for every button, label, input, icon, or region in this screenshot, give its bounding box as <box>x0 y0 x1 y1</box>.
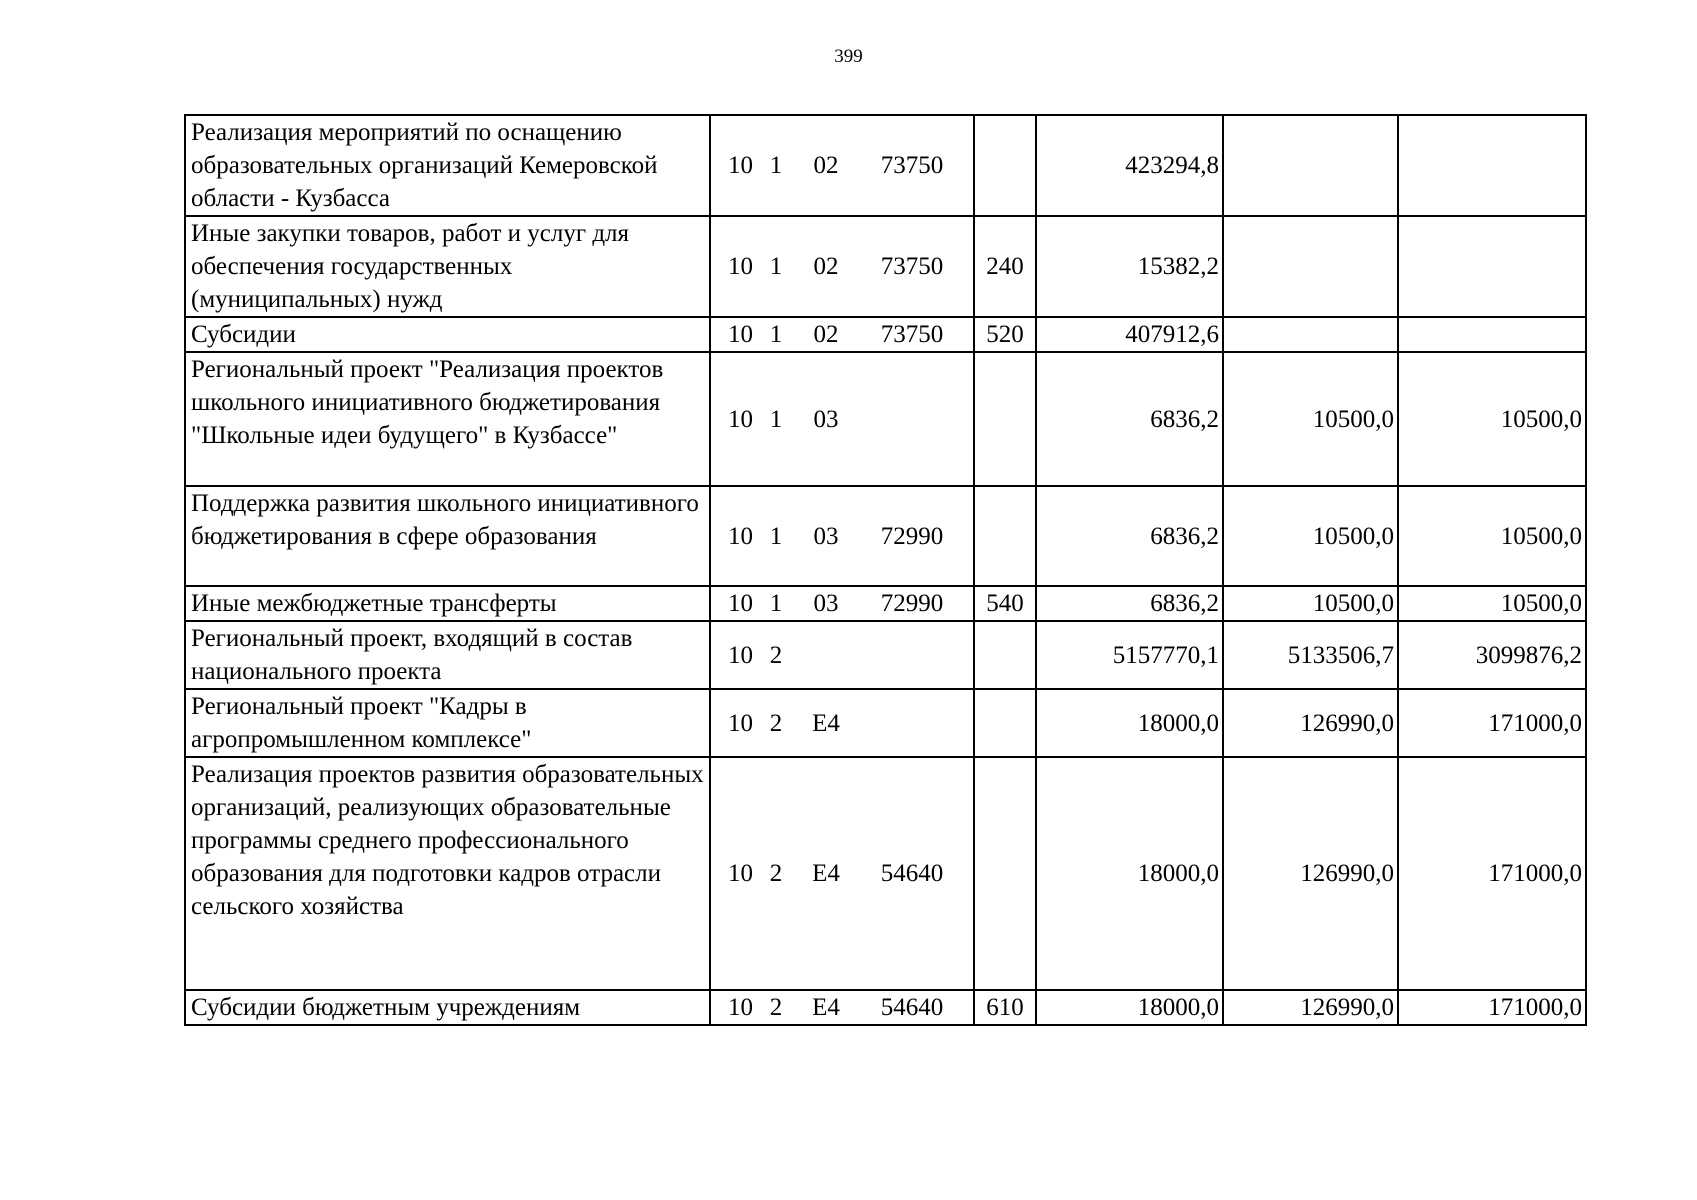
code-direction: 73750 <box>880 253 944 280</box>
row-codes <box>710 621 974 689</box>
row-name: Реализация проектов развития образовательных организаций, реализующих образовательные программы среднего профессионального образования для подготовки кадров отрасли сельского хозяйства <box>185 757 710 990</box>
code-subprogram: 02 <box>813 321 839 348</box>
sum-year-3 <box>1398 317 1586 352</box>
code-program: 1 <box>769 253 783 280</box>
sum-year-2 <box>1223 317 1398 352</box>
table-row <box>185 621 1586 689</box>
code-section: 10 <box>728 321 753 348</box>
code-program: 2 <box>769 709 783 737</box>
code-subprogram: 02 <box>813 253 839 280</box>
code-section: 10 <box>728 522 753 550</box>
sum-year-2: 10500,0 <box>1223 586 1398 621</box>
sum-year-3: 3099876,2 <box>1398 621 1586 689</box>
code-direction: 54640 <box>880 860 944 887</box>
sum-year-2: 126990,0 <box>1223 689 1398 757</box>
sum-year-3: 10500,0 <box>1398 586 1586 621</box>
sum-year-1: 407912,6 <box>1036 317 1223 352</box>
sum-year-1: 6836,2 <box>1036 586 1223 621</box>
code-subprogram: Е4 <box>812 860 840 887</box>
sum-year-3 <box>1398 115 1586 216</box>
code-program: 2 <box>769 641 783 669</box>
code-section: 10 <box>728 860 753 887</box>
code-program: 1 <box>769 152 783 179</box>
code-subprogram: 03 <box>813 405 839 433</box>
expense-type: 520 <box>974 317 1036 352</box>
row-codes <box>710 990 974 1025</box>
expense-type <box>974 757 1036 990</box>
table-row <box>185 317 1586 352</box>
sum-year-3: 10500,0 <box>1398 486 1586 586</box>
code-section: 10 <box>728 709 753 737</box>
row-codes <box>710 757 974 990</box>
code-subprogram: 03 <box>813 522 839 550</box>
sum-year-1: 423294,8 <box>1036 115 1223 216</box>
code-subprogram: 03 <box>813 590 839 617</box>
row-name: Реализация мероприятий по оснащению образовательных организаций Кемеровской области - Кузбасса <box>185 115 710 216</box>
code-section: 10 <box>728 590 753 617</box>
code-subprogram: 02 <box>813 152 839 179</box>
code-program: 1 <box>769 405 783 433</box>
code-program: 2 <box>769 994 783 1021</box>
row-name: Иные межбюджетные трансферты <box>185 586 710 621</box>
expense-type: 240 <box>974 216 1036 317</box>
expense-type: 540 <box>974 586 1036 621</box>
code-subprogram: Е4 <box>812 709 840 737</box>
expense-type <box>974 115 1036 216</box>
row-codes <box>710 586 974 621</box>
sum-year-2: 126990,0 <box>1223 757 1398 990</box>
row-name: Субсидии <box>185 317 710 352</box>
row-codes <box>710 486 974 586</box>
row-name: Региональный проект "Реализация проектов школьного инициативного бюджетирования "Школьные идеи будущего" в Кузбассе" <box>185 352 710 486</box>
table-row <box>185 216 1586 317</box>
sum-year-3 <box>1398 216 1586 317</box>
expense-type <box>974 621 1036 689</box>
code-section: 10 <box>728 152 753 179</box>
row-name: Поддержка развития школьного инициативного бюджетирования в сфере образования <box>185 486 710 586</box>
row-name: Иные закупки товаров, работ и услуг для обеспечения государственных (муниципальных) нужд <box>185 216 710 317</box>
table-row <box>185 586 1586 621</box>
sum-year-1: 18000,0 <box>1036 689 1223 757</box>
sum-year-3: 10500,0 <box>1398 352 1586 486</box>
row-name: Субсидии бюджетным учреждениям <box>185 990 710 1025</box>
code-section: 10 <box>728 253 753 280</box>
sum-year-3: 171000,0 <box>1398 689 1586 757</box>
sum-year-2: 10500,0 <box>1223 352 1398 486</box>
sum-year-1: 15382,2 <box>1036 216 1223 317</box>
table-row <box>185 115 1586 216</box>
code-section: 10 <box>728 405 753 433</box>
code-subprogram: Е4 <box>812 994 840 1021</box>
sum-year-2: 10500,0 <box>1223 486 1398 586</box>
expense-type <box>974 486 1036 586</box>
table-row <box>185 689 1586 757</box>
sum-year-2: 5133506,7 <box>1223 621 1398 689</box>
table-row <box>185 757 1586 990</box>
code-program: 1 <box>769 522 783 550</box>
sum-year-1: 6836,2 <box>1036 486 1223 586</box>
row-codes <box>710 115 974 216</box>
sum-year-1: 6836,2 <box>1036 352 1223 486</box>
code-program: 1 <box>769 321 783 348</box>
expense-type <box>974 689 1036 757</box>
row-codes <box>710 689 974 757</box>
row-codes <box>710 216 974 317</box>
sum-year-3: 171000,0 <box>1398 990 1586 1025</box>
code-direction: 73750 <box>880 321 944 348</box>
row-codes <box>710 317 974 352</box>
sum-year-1: 18000,0 <box>1036 757 1223 990</box>
sum-year-2: 126990,0 <box>1223 990 1398 1025</box>
sum-year-2 <box>1223 115 1398 216</box>
expense-type <box>974 352 1036 486</box>
code-section: 10 <box>728 641 753 669</box>
code-direction: 73750 <box>880 152 944 179</box>
code-program: 1 <box>769 590 783 617</box>
budget-table <box>184 114 1587 1026</box>
sum-year-1: 5157770,1 <box>1036 621 1223 689</box>
code-direction: 72990 <box>880 522 944 550</box>
table-row <box>185 486 1586 586</box>
sum-year-1: 18000,0 <box>1036 990 1223 1025</box>
code-direction: 72990 <box>880 590 944 617</box>
code-program: 2 <box>769 860 783 887</box>
row-name: Региональный проект "Кадры в агропромышленном комплексе" <box>185 689 710 757</box>
row-name: Региональный проект, входящий в состав национального проекта <box>185 621 710 689</box>
table-row <box>185 990 1586 1025</box>
code-direction: 54640 <box>880 994 944 1021</box>
row-codes <box>710 352 974 486</box>
sum-year-3: 171000,0 <box>1398 757 1586 990</box>
sum-year-2 <box>1223 216 1398 317</box>
expense-type: 610 <box>974 990 1036 1025</box>
table-row <box>185 352 1586 486</box>
code-section: 10 <box>728 994 753 1021</box>
page-number: 399 <box>834 46 863 67</box>
